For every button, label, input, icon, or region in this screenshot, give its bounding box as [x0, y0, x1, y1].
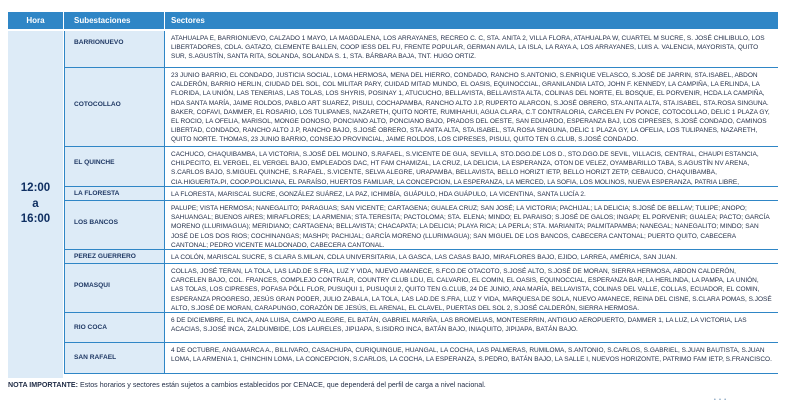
note-label: NOTA IMPORTANTE: [8, 381, 79, 389]
table-row [64, 187, 778, 201]
substation-name: BARRIONUEVO [74, 39, 124, 46]
table-row [64, 250, 778, 264]
substation-table [64, 31, 778, 374]
header-hora: Hora [8, 12, 63, 29]
time-slot: 12:00 a 16:00 [20, 182, 51, 226]
substation-name: COTOCOLLAO [74, 101, 121, 108]
substation-name: RIO COCA [74, 324, 107, 331]
substation-cell [64, 201, 165, 249]
table-row [64, 31, 778, 68]
note-text: Estos horarios y sectores están sujetos a cambios establecidos por CENACE, que dependerá del perfil de carga a nivel nacional. [78, 381, 486, 389]
sectors-cell: LA FLORESTA, MARISCAL SUCRE, GONZÁLEZ SUÁREZ, LA PAZ, ICHIMBÍA, GUÁPULO, HDA GUÁPULO, LA VICENTINA, SANTA LUCÍA 2. [171, 191, 586, 198]
more-indicator: • • • [713, 397, 727, 403]
sectors-cell: ATAHUALPA E, BARRIONUEVO, CALZADO 1 MAYO, LA MAGDALENA, LOS ARRAYANES, RECREO C. C, STA. ANITA 2, VILLA FLORA, ATAHUALPA W, CUARTEL M SUCRE, S. JOSÉ CHILIBULO, LOS LIBERTADORES, CDLA. GATAZO, CLEMENTE BALLEN, COOP IESS DEL FU, FRENTE POPULAR, GERMAN AVILA, LA ISLA, LA RAYA A, LOS ARRAYANES, LUIS A. VALENCIA, MAYORISTA, QUITO SUR, S.AGUSTÍN, SANTA RITA, SOLANDA, SOLANDA S. 1, STA. BÁRBARA BAJA, TNT. HUGO ORTIZ. [171, 35, 765, 61]
substation-name: EL QUINCHE [74, 159, 115, 166]
substation-cell [64, 31, 165, 67]
sectors-cell: LA COLÓN, MARISCAL SUCRE, S CLARA S.MILAN, CDLA UNIVERSITARIA, LA GASCA, LAS CASAS BAJO, MIRAFLORES BAJO, EJIDO, LARREA, AMÉRICA, SAN JUAN. [171, 254, 678, 261]
substation-cell [64, 187, 165, 200]
sectors-cell: COLLAS, JOSÉ TERAN, LA TOLA, LAS LAD.DE S.FRA, LUZ Y VIDA, NUEVO AMANECE, S.FCO.DE OTACOTO, S.JOSÉ ALTO, S.JOSÉ DE MORAN, SIERRA HERMOSA, ABDON CALDERÓN, CARCELEN BAJO, COL. FRANCES, COMPLEJO CONTRALR, COUNTRY CLUB LDU, EL CALVARIO, EL COMIN, EL OASIS, EQUINOCCIAL, ESPERANZA BAR, LA HERLINDA, LA PAMPA, LA UNIÓN, LAS TOLAS, LOS CIPRESES, POFASA PÓLL FLOR, PUSUQUI 1, PUSUQUI 2, QUITO TEN G.CLUB, 24 DE JUNIO, ANA MARÍA, BELLAVISTA, COLINAS DEL VALLE, COLLAS, ECUADOR, EL COMIN, ESPERANZA PROGRESO, JESÚS GRAN PODER, JULIO ZABALA, LA TOLA, LAS LAD.DE S.FRA, LUZ Y VIDA, MARQUESA DE SOLA, NUEVO AMANECE, REINA DEL CISNE, S.CLARA POMAS, S.JOSÉ ALTO, S.JOSÉ DE MORAN, CARAPUNGO, CORAZÓN DE JESÚS, EL ARENAL, EL CLAVEL, PUERTAS DEL SOL 2, S.JOSÉ CALDERÓN, SIERRA HERMOSA. [171, 268, 772, 312]
substation-cell [64, 68, 165, 146]
substation-cell [64, 264, 165, 312]
header-subestaciones: Subestaciones [64, 12, 164, 29]
table-row [64, 201, 778, 250]
substation-name: PEREZ GUERRERO [74, 253, 136, 260]
table-row [64, 264, 778, 313]
table-row [64, 343, 778, 374]
sectors-cell: CACHUCO, CHAQUIBAMBA, LA VICTORIA, S.JOSÉ DEL MOLINO, S.RAFAEL, S.VICENTE DE GUA, SEVILLA, STO.DGO.DE LOS D., STO.DGO.DE SEVIL, VILLACIS, CENTRAL, CHAUPI ESTANCIA, CHILPECITO, EL VERGEL, EL VERGEL BAJO, EMPLEADOS DAC, HT FAM CHAMIZAL, LA CRUZ, LA DELICIA, LA ESPERANZA, OTON DE VELEZ, OYAMBARILLO TABA, S.AGUSTÍN NV ARENA, S.CARLOS BAJO, S.MIGUEL QUINCHE, S.RAFAEL, S.VICENTE, SELVA ALEGRE, URAPAMBA, BELLAVISTA, BELLO HORIZT IETP, BELLO HORIZT ZETP, CEBAUCO, CHAQUIBAMBA, CIA.HIGUERITA.PI, COOP.POLICIANA, EL PARAÍSO, HUERTOS FAMILIAR, LA CONCEPCION, LA ESPERANZA, LA MERCED, LA SOFIA, LOS MOLINOS, NUEVA ESPERANZA, PATRIA LIBRE, [171, 151, 759, 186]
substation-cell [64, 250, 165, 263]
sectors-cell: PALUPE; VISTA HERMOSA; NANEGALITO; PARAGUAS; SAN VICENTE; CARTAGENA; GUALEA CRUZ; SAN JOSÉ; LA VICTORIA; PACHIJAL; LA DELICIA; S.JOSÉ DE BELLAV; TULIPE; ANOPO; SAHUANGAL; BUENOS AIRES; MIRAFLORES; LA ARMENIA; STA.TERESITA; PACTOLOMA; STA. ELENA; MINDO; EL PARAISO; S.JOSÉ DE GALOS; INGAPI; EL PORVENIR; GUALEA; PACTO; GARCÍA MORENO (LLURIMAGUA); MERIDIANO; CARTAGENA; BELLAVISTA; CHACAPATA; LA DELICIA; PLAYA RICA; LA PERLA; STA. MARIANITA; PALMITAPAMBA; NANEGAL; NANEGALITO; MINDO; SAN JOSÉ DE LOS DOS RIOS; COCHINANGAS; MASHPI; PACHIJAL; GARCÍA MORENO (LLURIMAGUA); SAN MIGUEL DE LOS BANCOS, CABECERA CANTONAL; PUERTO QUITO, CABECERA CANTONAL; PEDRO VICENTE MALDONADO, CABECERA CANTONAL. [171, 205, 770, 249]
substation-name: POMASQUI [74, 282, 110, 289]
substation-cell [64, 313, 165, 342]
sectors-cell: 23 JUNIO BARRIO, EL CONDADO, JUSTICIA SOCIAL, LOMA HERMOSA, MENA DEL HIERRO, CONDADO, RANCHO S.ANTONIO, S.ENRIQUE VELASCO, S.JOSÉ DE JARRIN, STA.ISABEL, ABDON CALDERÓN, BARRIO HERLIN, CIUDAD DEL SOL, COL MILITAR PARY, CUIDAD MITAD MUNDO, EL OASIS, EQUINOCCIAL, GRANILANDIA LATO, JOHN F. KENNEDY, LA CAMPIÑA, LA ERLINDA, LA FLORIDA, LA UNIÓN, LAS TENERIAS, LAS TOLAS, LOS SHYRIS, POSINAY 1, ATUCUCHO, BELLAVISTA, BELLAVISTA ALTA, COLINAS DEL NORTE, EL BOSQUE, EL PORVENIR, HCDA.LA CAMPIÑA, HDA SANTA MARÍA, JAIME ROLDOS, PABLO ART SUAREZ, PISULI, COCHAPAMBA, RANCHO ALTO J.P, RUPERTO ALARCON, S.JOSÉ OBRERO, STA.ANITA ALTA, STA.ISABEL, STA.ROSA SINGUNA. BAKER, COFAVI, DAMMER, EL ROSARIO, LOS TULIPANES, NAZARETH, QUITO NORTE, RUMIHAHUI, AGUA CLARA, C.T CONTRALORIA, CARCELEN FV PONCE, COTOCOLLAO, DELIC 1 PLAZA GY, EL ROCIO, LA OFELIA, MARISOL, MONGE DONOSO, PONCIANO ALTO, PONCIANO BAJO, PRADOS DEL OESTE, SAN EDUARDO, ESPERANZA BAJ, LOS CIPRESES, S.JOSÉ CONDADO, CAMINOS LIBERTAD, CONDADO, RANCHO ALTO J.P, RANCHO BAJO, S.JOSÉ OBRERO, STA.ANITA ALTA, STA.ISABEL, STA.ROSA SINGUNA, DELIC 1 PLAZA GY, LA OFELIA, LOS TULIPANES, NAZARETH, QUITO NORTE. THOMAS, 23 JUNIO BARRIO, CONSEJO PROVINCIAL, JAIME ROLDOS, LOS CIPRESES, PISULI, QUITO TEN G.CLUB, S.JOSÉ CONDADO. [171, 72, 770, 144]
sectors-cell: 4 DE OCTUBRE, ANGAMARCA A., BILLIVARO, CASACHUPA, CURIQUINGUE, HUANGAL, LA COCHA, LAS PALMERAS, RUMILOMA, S.ANTONIO, S.CARLOS, S.GABRIEL, S.JUAN BAUTISTA, S.JUAN LOMA, LA ARMENIA 1, CHINCHIN LOMA, LA CONCEPCION, S.CARLOS, LA COCHA, LA ESPERANZA, S.PEDRO, BATÁN BAJO, LA SALLE I, NUEVOS HORIZONTE, PATRIMO FAM IETP, S.FRANCISCO. [171, 347, 772, 364]
substation-name: LA FLORESTA [74, 190, 120, 197]
important-note [8, 381, 778, 389]
substation-cell [64, 147, 165, 186]
table-row [64, 68, 778, 147]
header-sectores: Sectores [165, 12, 778, 29]
time-slot-cell [8, 31, 63, 378]
substation-name: LOS BANCOS [74, 219, 118, 226]
table-row [64, 313, 778, 343]
substation-cell [64, 343, 165, 373]
table-row [64, 147, 778, 187]
sectors-cell: 6 DE DICIEMBRE, EL INCA, ANA LUISA, CAMPO ALEGRE, EL BATÁN, GABRIEL MARIÑA, LAS BROMELIAS, MONTESERRIN, ANTIGUO AEROPUERTO, DAMMER 1, LA LUZ, LA VICTORIA, LAS ACACIAS, S.JOSÉ INCA, ZALDUMBIDE, LOS LAURELES, JIPIJAPA, S.ISIDRO INCA, BATÁN BAJO, INIAQUITO, JIPIJAPA, BATÁN BAJO. [171, 317, 747, 334]
substation-name: SAN RAFAEL [74, 354, 117, 361]
